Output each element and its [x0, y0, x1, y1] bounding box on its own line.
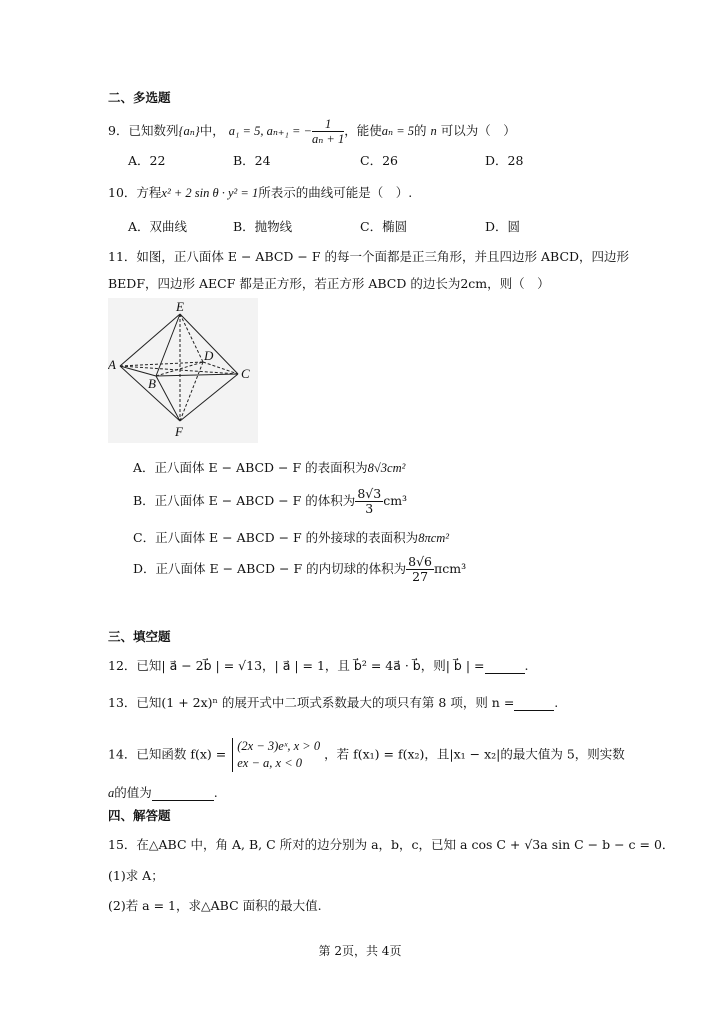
- q10-option-b: B．抛物线: [233, 219, 293, 234]
- q10-option-a: A．双曲线: [128, 219, 188, 234]
- label-F: F: [175, 424, 183, 439]
- q14-var-a: a: [108, 786, 115, 800]
- q11-option-b-text: B．正八面体 E − ABCD − F 的体积为: [133, 493, 356, 508]
- q11-option-c-text: C．正八面体 E − ABCD − F 的外接球的表面积为: [133, 530, 419, 545]
- question-11-line-2: BEDF，四边形 AECF 都是正方形，若正方形 ABCD 的边长为2cm，则（ ）: [108, 276, 550, 291]
- question-15: 15．在△ABC 中，角 A, B, C 所对的边分别为 a，b，c，已知 a cos C + √3a sin C − b − c = 0．: [108, 837, 675, 852]
- q14-piecewise: [232, 738, 320, 772]
- question-15-part-1: (1)求 A；: [108, 868, 164, 883]
- octahedron-figure: [108, 298, 258, 443]
- q11-option-b-fraction: [355, 487, 383, 516]
- q14-end: .: [213, 785, 218, 800]
- q11-option-d: [133, 555, 466, 584]
- q9-frac-den: aₙ + 1: [311, 132, 345, 146]
- q9-text-c: ，能使: [344, 123, 382, 138]
- label-B: B: [148, 376, 156, 391]
- q10-number: 10．: [108, 185, 137, 200]
- label-A: A: [108, 357, 116, 372]
- section-heading-answer: 四、解答题: [108, 808, 171, 823]
- q11-option-a-value: 8√3cm²: [367, 461, 406, 475]
- question-14-line-2: [108, 783, 218, 801]
- q9-text-d: 的: [414, 123, 427, 138]
- question-14: [108, 738, 625, 772]
- question-9: [108, 117, 516, 146]
- page-footer: 第 2页，共 4页: [318, 944, 402, 958]
- q11-option-a: [133, 458, 405, 476]
- q11-option-d-num: 8√6: [408, 554, 433, 569]
- label-D: D: [204, 348, 214, 363]
- section-heading-fill: 三、填空题: [108, 629, 171, 644]
- question-13: [108, 693, 558, 711]
- question-15-part-2: (2)若 a = 1，求△ABC 面积的最大值.: [108, 898, 322, 913]
- q9-option-c: C．26: [360, 153, 398, 168]
- q13-answer-blank[interactable]: [514, 695, 554, 711]
- q11-option-b-num: 8√3: [357, 486, 382, 501]
- q13-text: 13．已知(1 + 2x)ⁿ 的展开式中二项式系数最大的项只有第 8 项，则 n =: [108, 695, 515, 710]
- q10-equation: x² + 2 sin θ · y² = 1: [161, 186, 259, 200]
- q9-option-b: B．24: [233, 153, 271, 168]
- q11-option-a-text: A．正八面体 E − ABCD − F 的表面积为: [133, 460, 368, 475]
- q11-option-b-den: 3: [365, 501, 374, 516]
- section-heading-multi: 二、多选题: [108, 90, 171, 105]
- q9-text-e: 可以为（ ）: [440, 123, 516, 138]
- q11-option-b: [133, 487, 407, 516]
- q9-frac-num: 1: [312, 117, 344, 132]
- q13-end: .: [554, 695, 559, 710]
- question-10: [108, 183, 412, 201]
- q12-answer-blank[interactable]: [485, 658, 525, 674]
- q9-option-a: A．22: [128, 153, 166, 168]
- q12-text: 12．已知| a⃗ − 2b⃗ | = √13，| a⃗ | = 1，且 b⃗² = 4a⃗ · b⃗，则| b⃗ | =: [108, 658, 485, 673]
- q11-option-d-den: 27: [412, 569, 429, 584]
- q14-line2-text: 的值为: [114, 785, 152, 800]
- q9-fraction: [312, 117, 344, 146]
- q10-text-b: 所表示的曲线可能是（ ）.: [258, 185, 413, 200]
- q14-case-1: (2x − 3)eˣ, x > 0: [237, 739, 321, 753]
- q9-var: n: [430, 124, 437, 138]
- label-C: C: [241, 366, 250, 381]
- q9-number: 9．: [108, 123, 129, 138]
- q9-condition: a₁ = 5, aₙ₊₁ = −: [228, 124, 312, 138]
- q9-text-a: 已知数列: [128, 123, 179, 138]
- q12-end: .: [524, 658, 529, 673]
- label-E: E: [176, 299, 184, 314]
- q14-case-2: ex − a, x < 0: [237, 756, 303, 770]
- q14-pre: 14．已知函数 f(x) =: [108, 746, 227, 762]
- q10-text-a: 方程: [136, 185, 162, 200]
- q14-answer-blank[interactable]: [152, 785, 214, 801]
- question-11-line-1: 11．如图，正八面体 E − ABCD − F 的每一个面都是正三角形，并且四边形 ABCD，四边形: [108, 249, 630, 264]
- q9-option-d: D．28: [485, 153, 524, 168]
- question-12: [108, 656, 528, 674]
- q11-option-d-text: D．正八面体 E − ABCD − F 的内切球的体积为: [133, 561, 407, 576]
- q11-option-b-unit: cm³: [383, 493, 408, 508]
- q11-option-d-fraction: [406, 555, 434, 584]
- q14-post: ，若 f(x₁) = f(x₂)，且|x₁ − x₂|的最大值为 5，则实数: [324, 746, 625, 762]
- q10-option-c: C．椭圆: [360, 219, 408, 234]
- octahedron-diagram: [108, 298, 258, 443]
- q9-condition-2: aₙ = 5: [381, 124, 415, 138]
- q10-option-d: D．圆: [485, 219, 521, 234]
- q11-option-c: [133, 528, 449, 546]
- q11-option-c-value: 8πcm²: [418, 531, 450, 545]
- q9-seq: {aₙ}: [178, 124, 200, 138]
- q9-text-b: 中，: [199, 123, 225, 138]
- q11-option-d-unit: πcm³: [434, 561, 467, 576]
